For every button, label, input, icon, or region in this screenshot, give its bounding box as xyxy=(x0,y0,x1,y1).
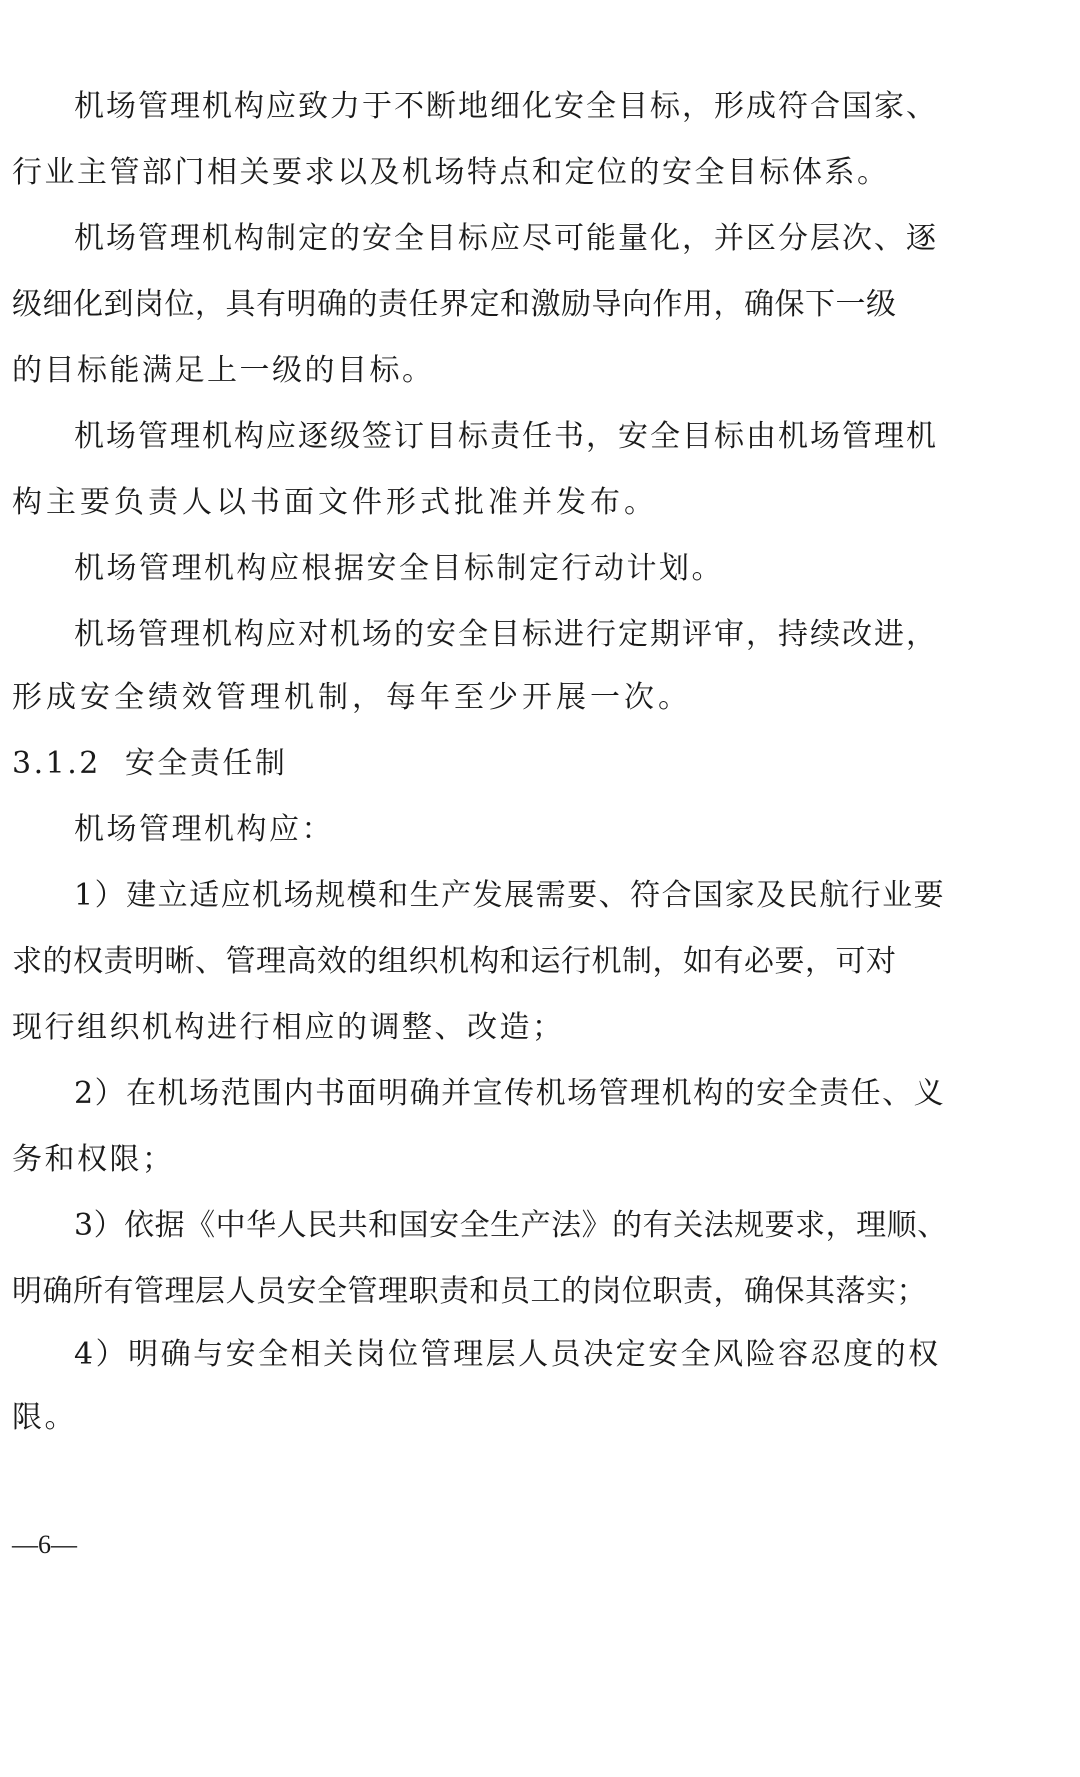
paragraph-line: 的目标能满足上一级的目标。 xyxy=(12,353,435,388)
paragraph-line: 机场管理机构应： xyxy=(74,812,334,847)
list-item-line: 2）在机场范围内书面明确并宣传机场管理机构的安全责任、义 xyxy=(74,1076,946,1111)
list-item-line: 限。 xyxy=(12,1400,77,1435)
paragraph-line: 构主要负责人以书面文件形式批准并发布。 xyxy=(12,485,658,520)
paragraph-line: 机场管理机构应根据安全目标制定行动计划。 xyxy=(74,551,724,586)
paragraph-line: 机场管理机构应逐级签订目标责任书，安全目标由机场管理机 xyxy=(74,419,938,454)
list-item-line: 明确所有管理层人员安全管理职责和员工的岗位职责，确保其落实； xyxy=(12,1274,927,1309)
paragraph-line: 机场管理机构应对机场的安全目标进行定期评审，持续改进， xyxy=(74,617,938,652)
paragraph-line: 机场管理机构制定的安全目标应尽可能量化，并区分层次、逐 xyxy=(74,221,938,256)
list-item-line: 求的权责明晰、管理高效的组织机构和运行机制，如有必要，可对 xyxy=(12,944,897,979)
section-heading: 3.1.2 安全责任制 xyxy=(12,746,288,781)
list-item-line: 现行组织机构进行相应的调整、改造； xyxy=(12,1010,565,1045)
paragraph-line: 行业主管部门相关要求以及机场特点和定位的安全目标体系。 xyxy=(12,155,890,190)
list-item-line: 务和权限； xyxy=(12,1142,175,1177)
list-item-line: 3）依据《中华人民共和国安全生产法》的有关法规要求，理顺、 xyxy=(74,1208,948,1243)
paragraph-line: 级细化到岗位，具有明确的责任界定和激励导向作用，确保下一级 xyxy=(12,287,897,322)
list-item-line: 1）建立适应机场规模和生产发展需要、符合国家及民航行业要 xyxy=(74,878,946,913)
page-number: —6— xyxy=(12,1530,77,1559)
list-item-line: 4）明确与安全相关岗位管理层人员决定安全风险容忍度的权 xyxy=(74,1337,941,1372)
paragraph-line: 形成安全绩效管理机制，每年至少开展一次。 xyxy=(12,680,692,715)
paragraph-line: 机场管理机构应致力于不断地细化安全目标，形成符合国家、 xyxy=(74,89,938,124)
